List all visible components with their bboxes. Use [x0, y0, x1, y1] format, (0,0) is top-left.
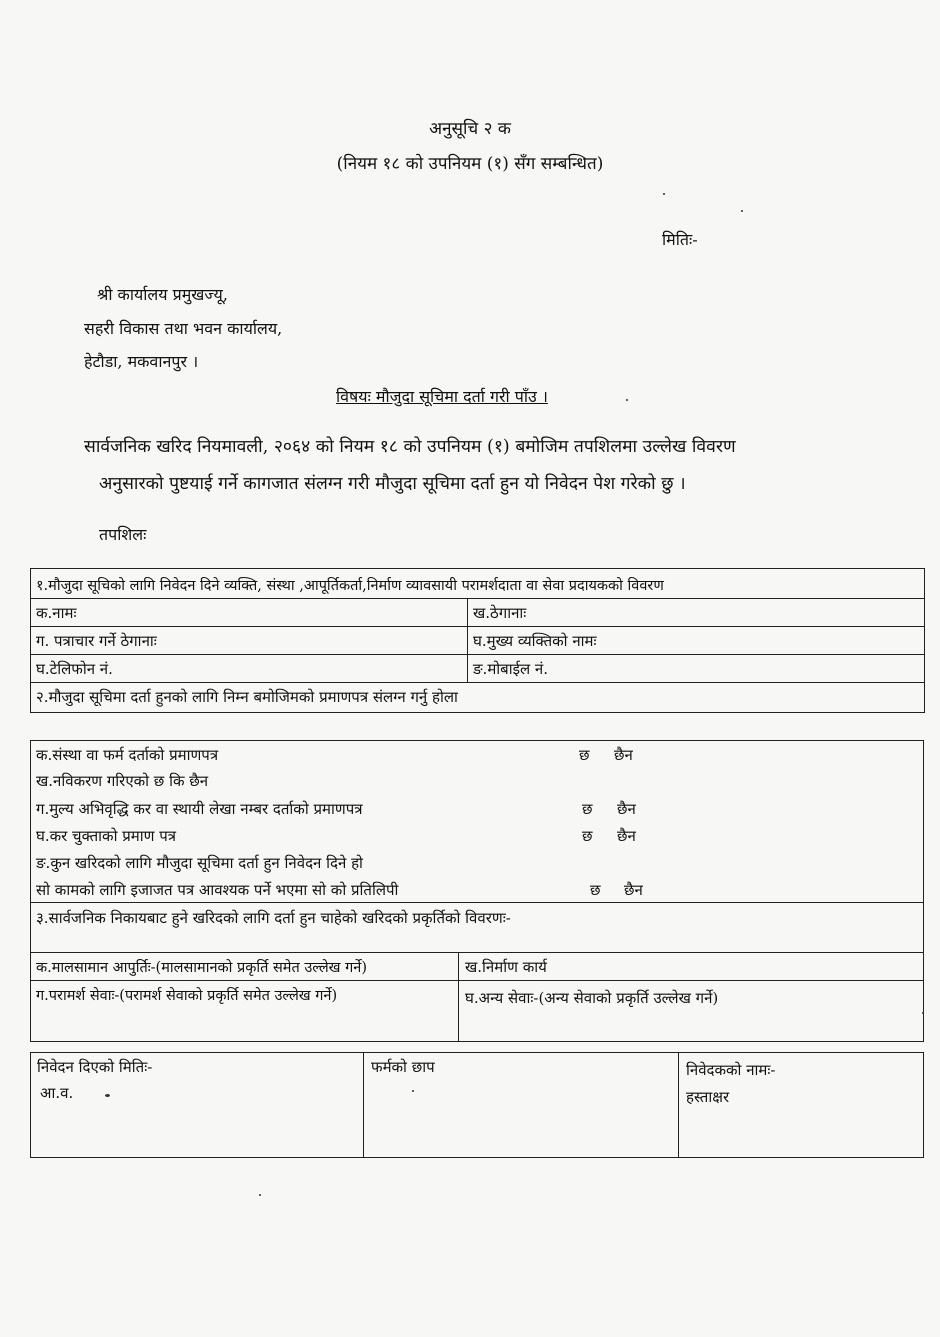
- no-option: छैन: [617, 827, 636, 845]
- certificate-item: क.संस्था वा फर्म दर्ताको प्रमाणपत्र: [36, 746, 219, 764]
- firm-stamp-label: फर्मको छाप: [371, 1058, 435, 1076]
- scan-speck: [922, 1012, 924, 1014]
- section2-title: २.मौजुदा सूचिमा दर्ता हुनको लागि निम्न बमोजिमको प्रमाणपत्र संलग्न गर्नु होला: [36, 688, 458, 706]
- recipient-line-3: हेटौडा, मकवानपुर ।: [84, 352, 199, 371]
- body-paragraph-line-1: सार्वजनिक खरिद नियमावली, २०६४ को नियम १८ को उपनियम (१) बमोजिम तपशिलमा उल्लेख विवरण: [84, 437, 736, 457]
- signature-table: [30, 1052, 924, 1158]
- yes-option: छ: [582, 800, 593, 818]
- applicant-name-label: निवेदकको नामः-: [686, 1061, 776, 1079]
- certificate-item: घ.कर चुक्ताको प्रमाण पत्र: [36, 827, 177, 845]
- recipient-line-2: सहरी विकास तथा भवन कार्यालय,: [84, 319, 283, 338]
- mailing-address-label: ग. पत्राचार गर्ने ठेगानाः: [36, 632, 157, 650]
- fiscal-year-label: आ.व.: [40, 1084, 74, 1102]
- yes-option: छ: [579, 746, 590, 764]
- table1-row-divider: [30, 654, 925, 655]
- table1-row-divider: [30, 598, 925, 599]
- certificate-item: ख.नविकरण गरिएको छ कि छैन: [36, 772, 209, 790]
- other-service-label: घ.अन्य सेवाः-(अन्य सेवाको प्रकृर्ति उल्लेख गर्ने): [465, 989, 719, 1007]
- date-label: मितिः-: [662, 230, 698, 249]
- certificate-item: ग.मुल्य अभिवृद्धि कर वा स्थायी लेखा नम्बर दर्ताको प्रमाणपत्र: [36, 800, 363, 818]
- certificate-item: सो कामको लागि इजाजत पत्र आवश्यक पर्ने भएमा सो को प्रतिलिपी: [36, 881, 399, 899]
- application-date-label: निवेदन दिएको मितिः-: [37, 1058, 153, 1076]
- body-paragraph-line-2: अनुसारको पुष्टयाई गर्ने कागजात संलग्न गरी मौजुदा सूचिमा दर्ता हुन यो निवेदन पेश गरेको छु ।: [99, 474, 686, 494]
- details-label: तपशिलः: [99, 525, 147, 544]
- table1-column-divider: [467, 598, 468, 682]
- consulting-service-label: ग.परामर्श सेवाः-(परामर्श सेवाको प्रकृर्ति समेत उल्लेख गर्ने): [36, 988, 338, 1004]
- table2-row-divider: [30, 980, 924, 981]
- scan-speck: [663, 193, 665, 195]
- schedule-title: अनुसूचि २ क: [429, 119, 511, 139]
- scan-speck: [259, 1194, 261, 1196]
- footer-column-divider: [363, 1052, 364, 1158]
- certificate-item: ङ.कुन खरिदको लागि मौजुदा सूचिमा दर्ता हुन निवेदन दिने हो: [36, 854, 363, 872]
- table1-row-divider: [30, 626, 925, 627]
- scan-speck: [412, 1090, 414, 1092]
- phone-label: घ.टेलिफोन नं.: [36, 660, 113, 678]
- signature-label: हस्ताक्षर: [686, 1088, 730, 1106]
- table2-row-divider: [30, 902, 924, 903]
- subject-line: विषयः मौजुदा सूचिमा दर्ता गरी पाँउ ।: [336, 387, 548, 406]
- scan-speck: [105, 1094, 110, 1097]
- section3-title: ३.सार्वजनिक निकायबाट हुने खरिदको लागि दर्ता हुन चाहेको खरिदको प्रकृर्तिको विवरणः-: [36, 909, 511, 927]
- rule-reference: (नियम १८ को उपनियम (१) सँग सम्बन्धित): [336, 154, 604, 174]
- table1-row-divider: [30, 682, 925, 683]
- scan-speck: [741, 210, 743, 212]
- no-option: छैन: [614, 746, 633, 764]
- name-label: क.नामः: [36, 604, 77, 622]
- construction-work-label: ख.निर्माण कार्य: [465, 958, 547, 976]
- address-label: ख.ठेगानाः: [473, 604, 527, 622]
- scan-speck: [626, 399, 628, 401]
- no-option: छैन: [624, 881, 643, 899]
- yes-option: छ: [590, 881, 601, 899]
- footer-column-divider: [678, 1052, 679, 1158]
- recipient-line-1: श्री कार्यालय प्रमुखज्यू,: [97, 285, 228, 304]
- section1-title: १.मौजुदा सूचिको लागि निवेदन दिने व्यक्ति, संस्था ,आपूर्तिकर्ता,निर्माण व्यावसायी परामर्शदाता वा सेवा प्रदायकको विवरण: [36, 578, 664, 594]
- mobile-label: ङ.मोबाईल नं.: [473, 660, 549, 678]
- key-person-label: घ.मुख्य व्यक्तिको नामः: [473, 632, 597, 650]
- table2-row-divider: [30, 952, 924, 953]
- yes-option: छ: [582, 827, 593, 845]
- goods-supply-label: क.मालसामान आपुर्तिः-(मालसामानको प्रकृर्ति समेत उल्लेख गर्ने): [36, 960, 368, 976]
- table2-column-divider: [458, 952, 459, 1042]
- no-option: छैन: [617, 800, 636, 818]
